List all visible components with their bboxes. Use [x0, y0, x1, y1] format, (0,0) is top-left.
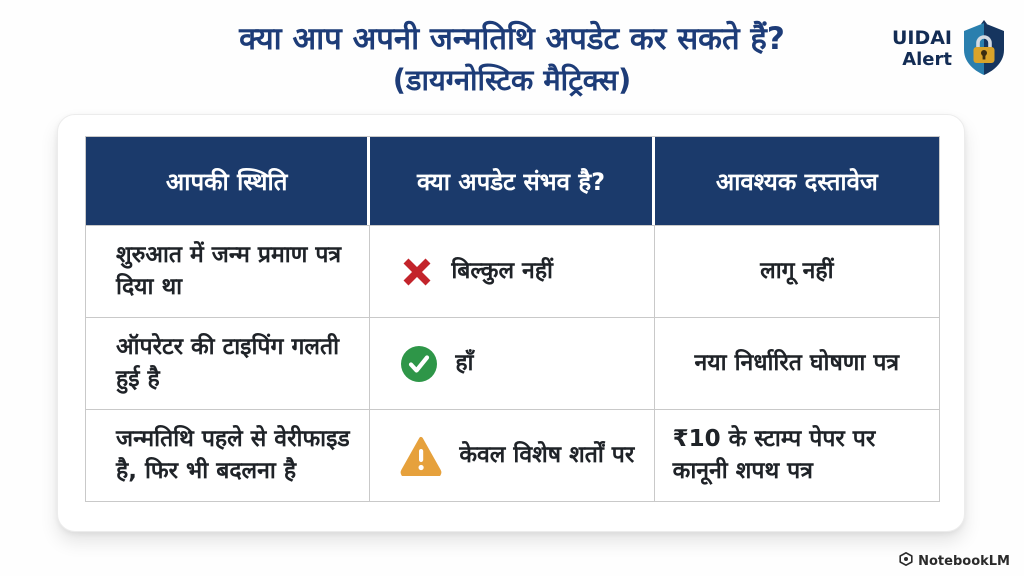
page-title	[0, 18, 1024, 101]
header-your-situation: आपकी स्थिति	[86, 137, 370, 225]
header-required-documents: आवश्यक दस्तावेज	[655, 137, 939, 225]
possible-text: बिल्कुल नहीं	[451, 257, 553, 284]
table-row-3-document	[655, 409, 939, 501]
uidai-alert-logo	[892, 20, 1008, 78]
table-row-1-document	[655, 225, 939, 317]
situation-text: शुरुआत में जन्म प्रमाण पत्र दिया था	[116, 242, 342, 300]
document-text: ₹10 के स्टाम्प पेपर पर कानूनी शपथ पत्र	[672, 426, 876, 484]
uidai-alert-label	[892, 28, 952, 71]
document-text: नया निर्धारित घोषणा पत्र	[694, 349, 900, 376]
title-line-2: (डायग्नोस्टिक मैट्रिक्स)	[392, 63, 632, 98]
table-row-3-possible	[370, 409, 654, 501]
table-row-1-possible	[370, 225, 654, 317]
notebooklm-icon	[899, 552, 913, 570]
notebooklm-label: NotebookLM	[918, 553, 1010, 569]
shield-lock-icon	[960, 20, 1008, 78]
notebooklm-watermark	[899, 552, 1010, 570]
table-row-2-possible	[370, 317, 654, 409]
diagnostic-matrix-table	[85, 136, 940, 502]
alert-label: Alert	[902, 48, 952, 70]
table-row-2-situation	[86, 317, 370, 409]
header-update-possible: क्या अपडेट संभव है?	[370, 137, 654, 225]
title-line-1: क्या आप अपनी जन्मतिथि अपडेट कर सकते हैं?	[239, 21, 785, 57]
green-check-icon	[400, 345, 438, 383]
situation-text: जन्मतिथि पहले से वेरीफाइड है, फिर भी बदलना है	[116, 426, 350, 484]
situation-text: ऑपरेटर की टाइपिंग गलती हुई है	[116, 334, 340, 392]
table-row-3-situation	[86, 409, 370, 501]
red-cross-icon	[400, 255, 434, 289]
table-row-1-situation	[86, 225, 370, 317]
possible-text: केवल विशेष शर्तों पर	[459, 441, 635, 468]
table-row-2-document	[655, 317, 939, 409]
document-text: लागू नहीं	[760, 257, 834, 284]
amber-warning-icon	[400, 436, 442, 476]
uidai-label: UIDAI	[891, 26, 952, 49]
possible-text: हाँ	[455, 349, 474, 376]
